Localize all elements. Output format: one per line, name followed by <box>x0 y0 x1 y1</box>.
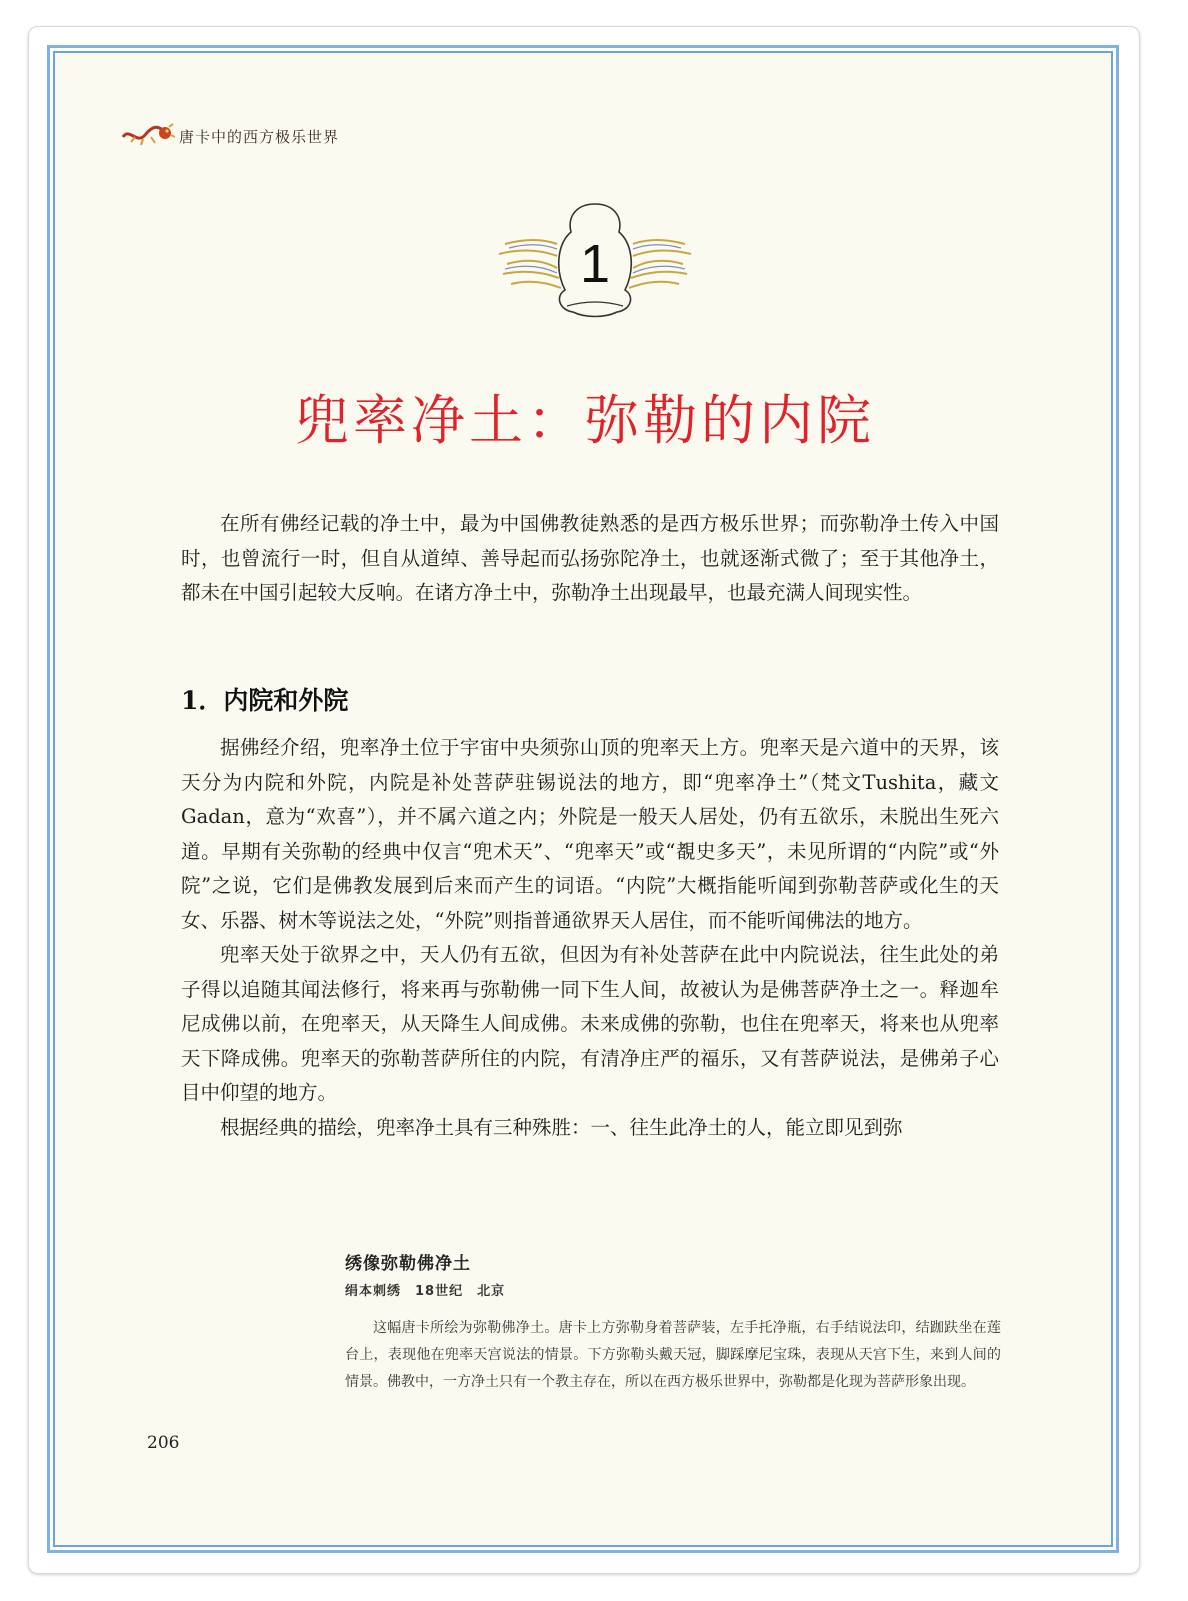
body-paragraph: 兜率天处于欲界之中，天人仍有五欲，但因为有补处菩萨在此中内院说法，往生此处的弟子得以追随其闻法修行，将来再与弥勒佛一同下生人间，故被认为是佛菩萨净土之一。释迦牟尼成佛以前，在兜率天，从天降生人间成佛。未来成佛的弥勒，也住在兜率天，将来也从兜率天下降成佛。兜率天的弥勒菩萨所住的内院，有清净庄严的福乐，又有菩萨说法，是佛弟子心目中仰望的地方。 <box>181 943 999 1104</box>
caption-body: 这幅唐卡所绘为弥勒佛净土。唐卡上方弥勒身着菩萨装，左手托净瓶，右手结说法印，结跏趺坐在莲台上，表现他在兜率天宫说法的情景。下方弥勒头戴天冠，脚踩摩尼宝珠，表现从天宫下生，来到人间的情景。佛教中，一方净土只有一个教主存在，所以在西方极乐世界中，弥勒都是化现为菩萨形象出现。 <box>345 1320 1001 1390</box>
section-heading: 1．内院和外院 <box>181 686 349 715</box>
body-paragraph: 根据经典的描绘，兜率净土具有三种殊胜：一、往生此净土的人，能立即见到弥 <box>220 1115 903 1139</box>
figure-caption <box>345 1249 1001 1396</box>
dragon-ornament-icon <box>121 123 175 149</box>
intro-paragraph: 在所有佛经记载的净土中，最为中国佛教徒熟悉的是西方极乐世界；而弥勒净土传入中国时，也曾流行一时，但自从道绰、善导起而弘扬弥陀净土，也就逐渐式微了；至于其他净土，都未在中国引起较大反响。在诸方净土中，弥勒净土出现最早，也最充满人间现实性。 <box>181 512 999 604</box>
intro-block <box>181 507 999 611</box>
section-body <box>181 731 999 1145</box>
running-head-text: 唐卡中的西方极乐世界 <box>179 127 340 146</box>
caption-title: 绣像弥勒佛净土 <box>345 1254 471 1274</box>
page-number: 206 <box>147 1433 180 1453</box>
caption-subtitle: 绢本刺绣 18世纪 北京 <box>345 1284 506 1299</box>
book-page <box>53 51 1113 1547</box>
chapter-number: 1 <box>579 234 611 294</box>
chapter-title: 兜率净土：弥勒的内院 <box>295 389 875 452</box>
running-head <box>121 121 339 151</box>
body-paragraph: 据佛经介绍，兜率净土位于宇宙中央须弥山顶的兜率天上方。兜率天是六道中的天界，该天分为内院和外院，内院是补处菩萨驻锡说法的地方，即“兜率净土”（梵文Tushita，藏文Gadan，意为“欢喜”），并不属六道之内；外院是一般天人居处，仍有五欲乐，未脱出生死六道。早期有关弥勒的经典中仅言“兜术天”、“兜率天”或“覩史多天”，未见所谓的“内院”或“外院”之说，它们是佛教发展到后来而产生的词语。“内院”大概指能听闻到弥勒菩萨或化生的天女、乐器、树木等说法之处，“外院”则指普通欲界天人居住，而不能听闻佛法的地方。 <box>181 736 999 932</box>
